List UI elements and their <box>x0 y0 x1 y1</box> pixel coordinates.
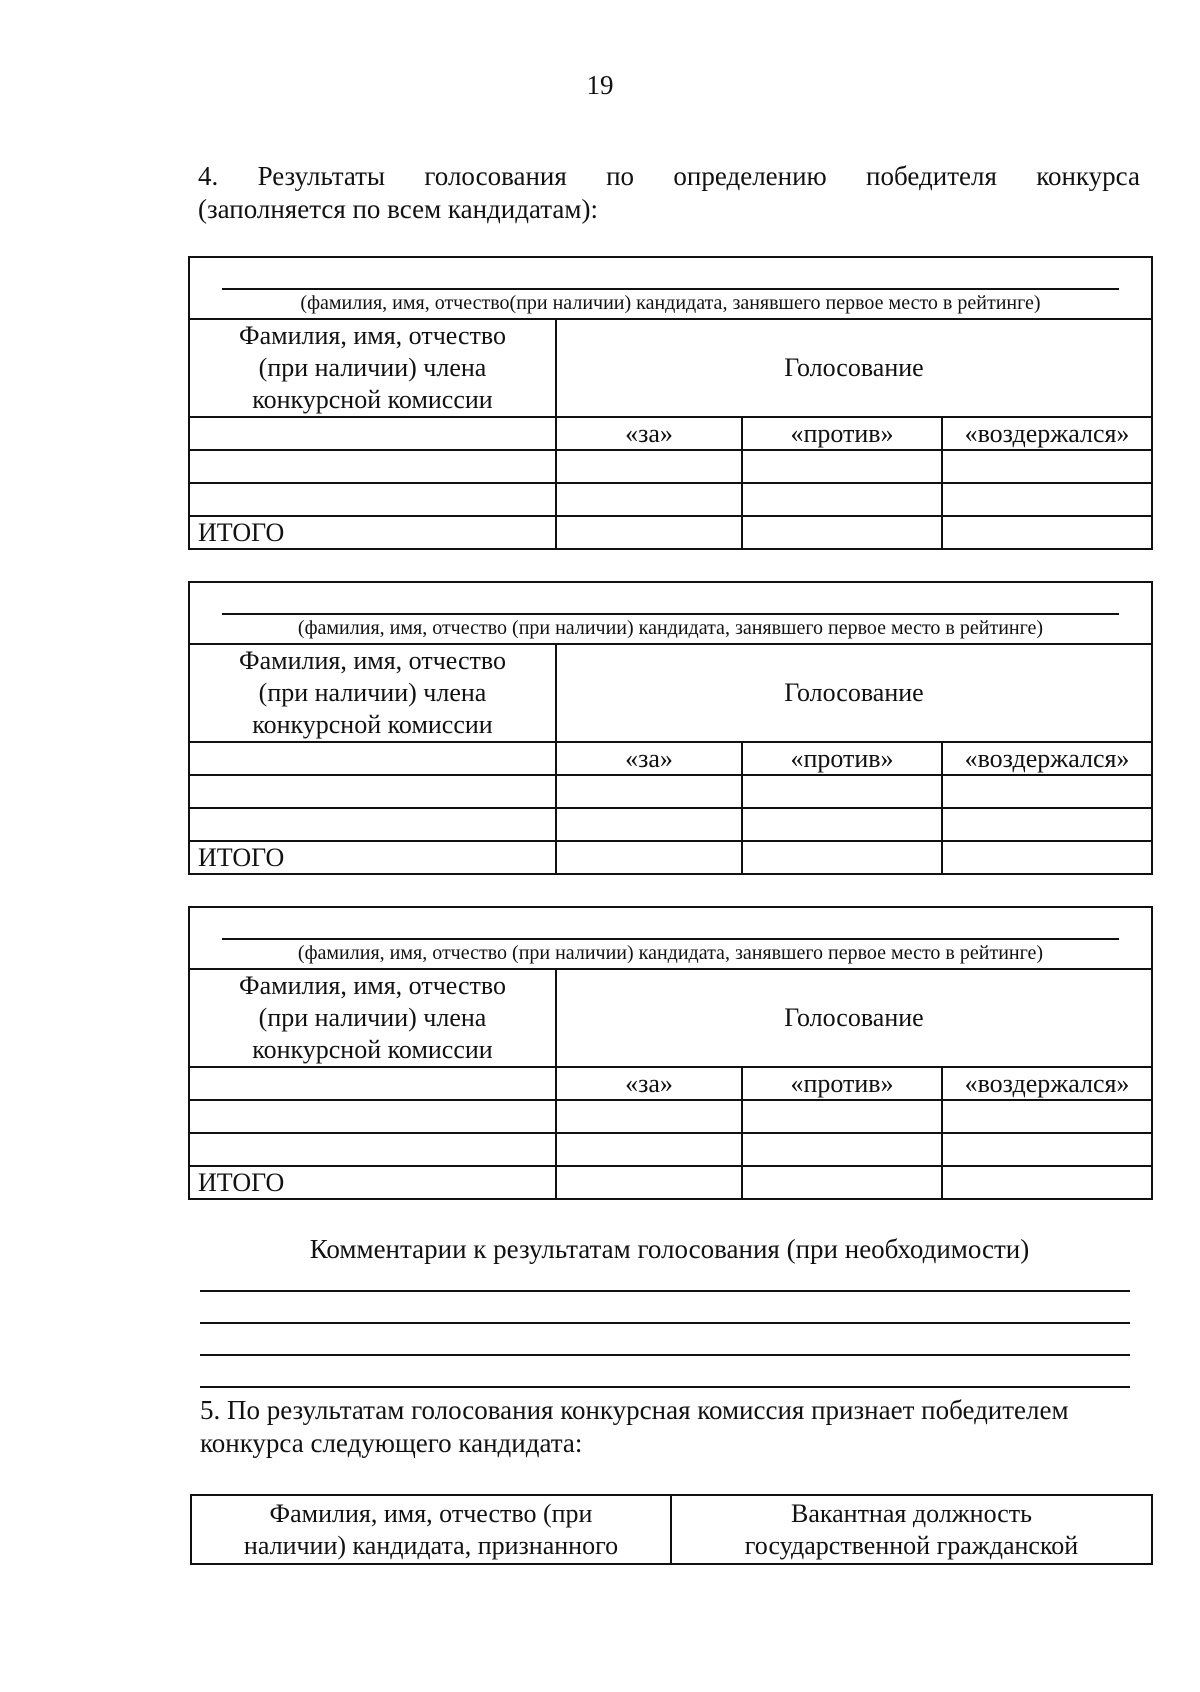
word: конкурса <box>1036 161 1140 191</box>
member-name-cell[interactable] <box>189 417 556 450</box>
total-against-cell[interactable] <box>742 841 942 874</box>
candidate-caption: (фамилия, имя, отчество(при наличии) кандидата, занявшего первое место в рейтинге) <box>300 292 1041 314</box>
candidate-name-blank[interactable] <box>222 938 1119 940</box>
member-header-line: (при наличии) члена <box>258 678 487 707</box>
member-name-cell[interactable] <box>189 742 556 775</box>
word: по <box>606 161 635 191</box>
member-header-line: (при наличии) члена <box>258 353 487 382</box>
col-for: «за» <box>556 417 742 450</box>
section-5-heading <box>200 1394 1140 1460</box>
total-label: ИТОГО <box>189 1166 556 1199</box>
candidate-name-blank[interactable] <box>222 613 1119 615</box>
candidate-caption-cell <box>189 582 1152 644</box>
member-header-line: Фамилия, имя, отчество <box>239 321 506 350</box>
section-4-line2: (заполняется по всем кандидатам): <box>198 194 598 224</box>
col-abstained: «воздержался» <box>942 1067 1152 1100</box>
section-4-line1 <box>198 160 1140 193</box>
word: голосования <box>424 161 567 191</box>
vote-for-cell[interactable] <box>556 1100 742 1133</box>
member-name-cell[interactable] <box>189 775 556 808</box>
table-row <box>189 450 1152 483</box>
member-header-line: конкурсной комиссии <box>252 1035 493 1064</box>
table-row <box>189 1100 1152 1133</box>
header-line: Вакантная должность <box>791 1499 1032 1528</box>
col-for: «за» <box>556 742 742 775</box>
candidate-caption: (фамилия, имя, отчество (при наличии) кандидата, занявшего первое место в рейтинге) <box>297 942 1044 964</box>
total-against-cell[interactable] <box>742 1166 942 1199</box>
table-row <box>189 483 1152 516</box>
col-for: «за» <box>556 1067 742 1100</box>
member-name-cell[interactable] <box>189 1067 556 1100</box>
vote-table-2 <box>188 581 1153 875</box>
section-4-heading <box>198 160 1140 226</box>
comment-line[interactable] <box>200 1354 1130 1356</box>
comment-line[interactable] <box>200 1290 1130 1292</box>
comments-title: Комментарии к результатам голосования (при необходимости) <box>309 1234 1030 1264</box>
vote-table-1 <box>188 256 1153 550</box>
voting-header: Голосование <box>556 644 1152 742</box>
table-row <box>191 1495 1152 1564</box>
vote-against-cell[interactable] <box>742 450 942 483</box>
total-against-cell[interactable] <box>742 516 942 549</box>
member-name-cell[interactable] <box>189 1133 556 1166</box>
col-against: «против» <box>742 417 942 450</box>
word: определению <box>673 161 827 191</box>
col-abstained: «воздержался» <box>942 742 1152 775</box>
vote-against-cell[interactable] <box>742 1133 942 1166</box>
table-row <box>189 808 1152 841</box>
col-abstained: «воздержался» <box>942 417 1152 450</box>
member-name-cell[interactable] <box>189 483 556 516</box>
vote-against-cell[interactable] <box>742 483 942 516</box>
vote-for-cell[interactable] <box>556 775 742 808</box>
member-name-cell[interactable] <box>189 450 556 483</box>
total-abstained-cell[interactable] <box>942 841 1152 874</box>
total-for-cell[interactable] <box>556 1166 742 1199</box>
header-line: наличии) кандидата, признанного <box>243 1531 619 1560</box>
word: 4. <box>198 161 219 191</box>
candidate-name-blank[interactable] <box>222 288 1119 290</box>
member-header-line: конкурсной комиссии <box>252 385 493 414</box>
vote-abstained-cell[interactable] <box>942 483 1152 516</box>
total-label: ИТОГО <box>189 841 556 874</box>
member-header <box>189 644 556 742</box>
member-header-line: конкурсной комиссии <box>252 710 493 739</box>
member-header <box>189 969 556 1067</box>
total-for-cell[interactable] <box>556 841 742 874</box>
vote-against-cell[interactable] <box>742 1100 942 1133</box>
page-number: 19 <box>586 70 614 100</box>
table-row <box>189 775 1152 808</box>
total-for-cell[interactable] <box>556 516 742 549</box>
vote-for-cell[interactable] <box>556 808 742 841</box>
vote-for-cell[interactable] <box>556 1133 742 1166</box>
vacant-position-header <box>671 1495 1152 1564</box>
comment-line[interactable] <box>200 1386 1130 1388</box>
col-against: «против» <box>742 742 942 775</box>
header-line: Фамилия, имя, отчество (при <box>269 1499 593 1528</box>
vote-abstained-cell[interactable] <box>942 450 1152 483</box>
section-5-line2: конкурса следующего кандидата: <box>200 1428 583 1458</box>
candidate-caption-cell <box>189 907 1152 969</box>
total-abstained-cell[interactable] <box>942 1166 1152 1199</box>
total-label: ИТОГО <box>189 516 556 549</box>
vote-abstained-cell[interactable] <box>942 1100 1152 1133</box>
total-abstained-cell[interactable] <box>942 516 1152 549</box>
word: Результаты <box>257 161 386 191</box>
section-5-line1: 5. По результатам голосования конкурсная комиссия признает победителем <box>200 1395 1069 1425</box>
winner-table <box>190 1494 1153 1565</box>
header-line: государственной гражданской <box>744 1531 1079 1560</box>
vote-abstained-cell[interactable] <box>942 1133 1152 1166</box>
member-name-cell[interactable] <box>189 808 556 841</box>
comment-line[interactable] <box>200 1322 1130 1324</box>
vote-against-cell[interactable] <box>742 808 942 841</box>
voting-header: Голосование <box>556 969 1152 1067</box>
vote-for-cell[interactable] <box>556 450 742 483</box>
member-header-line: (при наличии) члена <box>258 1003 487 1032</box>
vote-against-cell[interactable] <box>742 775 942 808</box>
member-header-line: Фамилия, имя, отчество <box>239 646 506 675</box>
member-header-line: Фамилия, имя, отчество <box>239 971 506 1000</box>
voting-header: Голосование <box>556 319 1152 417</box>
member-header <box>189 319 556 417</box>
candidate-caption: (фамилия, имя, отчество (при наличии) кандидата, занявшего первое место в рейтинге) <box>297 617 1044 639</box>
vote-for-cell[interactable] <box>556 483 742 516</box>
vote-table-3 <box>188 906 1153 1200</box>
word: победителя <box>866 161 997 191</box>
total-row <box>189 841 1152 874</box>
total-row <box>189 516 1152 549</box>
total-row <box>189 1166 1152 1199</box>
table-row <box>189 1133 1152 1166</box>
col-against: «против» <box>742 1067 942 1100</box>
winner-name-header <box>191 1495 671 1564</box>
vote-abstained-cell[interactable] <box>942 775 1152 808</box>
candidate-caption-cell <box>189 257 1152 319</box>
vote-abstained-cell[interactable] <box>942 808 1152 841</box>
member-name-cell[interactable] <box>189 1100 556 1133</box>
